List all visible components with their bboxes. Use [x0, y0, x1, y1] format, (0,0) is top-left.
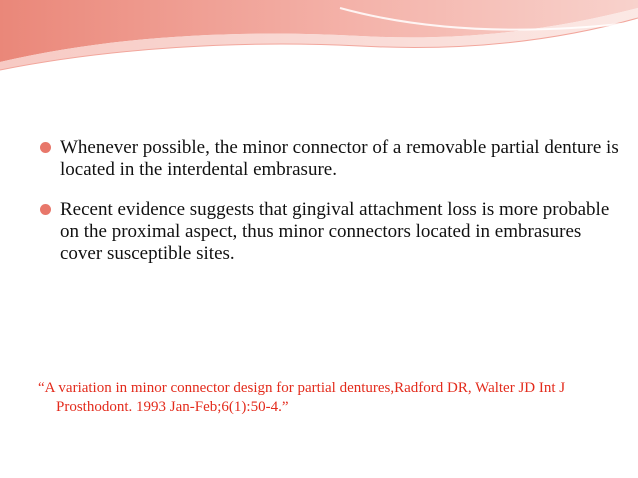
bullet-item — [40, 199, 620, 265]
bullet-list — [40, 137, 620, 265]
header-decoration — [0, 0, 638, 80]
bullet-item — [40, 137, 620, 181]
bullet-dot-icon — [40, 142, 51, 153]
bullet-text: Whenever possible, the minor connector of a removable partial denture is located in the interdental embrasure. — [60, 137, 619, 180]
citation: “A variation in minor connector design for partial dentures,Radford DR, Walter JD Int J Prosthodont. 1993 Jan-Feb;6(1):50-4.” — [38, 380, 566, 415]
bullet-dot-icon — [40, 204, 51, 215]
bullet-text: Recent evidence suggests that gingival attachment loss is more probable on the proximal aspect, thus minor connectors located in embrasures cover susceptible sites. — [60, 199, 610, 264]
